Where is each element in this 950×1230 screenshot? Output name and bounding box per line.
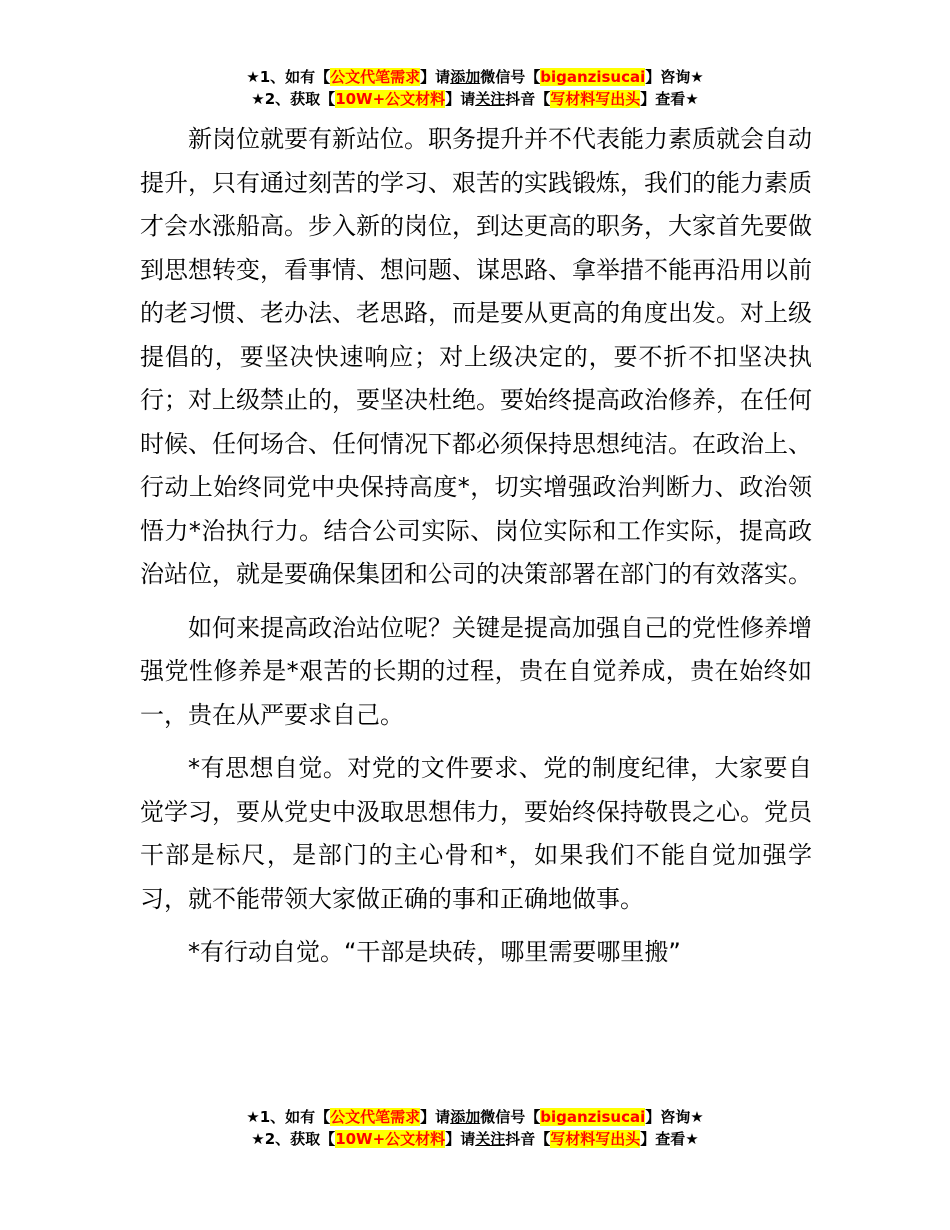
footer-banner xyxy=(0,1106,950,1150)
footer-line-2-highlight-materials: 10W+公文材料 xyxy=(335,1130,446,1148)
header-line-1-highlight-service: 公文代笔需求 xyxy=(330,68,421,86)
paragraph-action-consciousness: *有行动自觉。“干部是块砖，哪里需要哪里搬” xyxy=(188,938,681,966)
header-line-2-prefix: ★2、获取【 xyxy=(251,90,336,108)
header-line-1 xyxy=(0,66,950,88)
header-line-2-underlined: 关注 xyxy=(475,90,506,108)
paragraph-ideological-consciousness: *有思想自觉。对党的文件要求、党的制度纪律，大家要自觉学习，要从党史中汲取思想伟力，要始终保持敬畏之心。党员干部是标尺，是部门的主心骨和*，如果我们不能自觉加强学习，就不能带领大家做正确的事和正确地做事。 xyxy=(140,754,812,913)
footer-line-2-text-2: 抖音【 xyxy=(505,1130,551,1148)
paragraph-new-position: 新岗位就要有新站位。职务提升并不代表能力素质就会自动提升，只有通过刻苦的学习、艰苦的实践锻炼，我们的能力素质才会水涨船高。步入新的岗位，到达更高的职务，大家首先要做到思想转变，看事情、想问题、谋思路、拿举措不能再沿用以前的老习惯、老办法、老思路，而是要从更高的角度出发。对上级提倡的，要坚决快速响应；对上级决定的，要不折不扣坚决执行；对上级禁止的，要坚决杜绝。要始终提高政治修养，在任何时候、任何场合、任何情况下都必须保持思想纯洁。在政治上、行动上始终同党中央保持高度*，切实增强政治判断力、政治领悟力*治执行力。结合公司实际、岗位实际和工作实际，提高政治站位，就是要确保集团和公司的决策部署在部门的有效落实。 xyxy=(140,125,812,588)
header-line-1-prefix: ★1、如有【 xyxy=(246,68,331,86)
header-line-2-highlight-materials: 10W+公文材料 xyxy=(335,90,446,108)
header-line-1-text-2: 微信号【 xyxy=(480,68,541,86)
footer-line-2-underlined: 关注 xyxy=(475,1130,506,1148)
header-banner xyxy=(0,66,950,110)
footer-line-2 xyxy=(0,1128,950,1150)
footer-line-2-text: 】请 xyxy=(445,1130,476,1148)
header-line-1-text: 】请 xyxy=(420,68,451,86)
footer-line-1-text-2: 微信号【 xyxy=(480,1108,541,1126)
footer-line-1-suffix: 】咨询★ xyxy=(645,1108,704,1126)
footer-line-2-prefix: ★2、获取【 xyxy=(251,1130,336,1148)
footer-line-1-highlight-service: 公文代笔需求 xyxy=(330,1108,421,1126)
footer-line-1 xyxy=(0,1106,950,1128)
document-body xyxy=(140,118,812,985)
header-line-2 xyxy=(0,88,950,110)
header-line-1-suffix: 】咨询★ xyxy=(645,68,704,86)
footer-line-1-highlight-wechat: biganzisucai xyxy=(540,1108,646,1126)
footer-line-1-text: 】请 xyxy=(420,1108,451,1126)
footer-line-1-prefix: ★1、如有【 xyxy=(246,1108,331,1126)
footer-line-2-suffix: 】查看★ xyxy=(640,1130,699,1148)
header-line-2-text-2: 抖音【 xyxy=(505,90,551,108)
footer-line-2-highlight-douyin: 写材料写出头 xyxy=(550,1130,641,1148)
header-line-2-text: 】请 xyxy=(445,90,476,108)
paragraph-political-standing: 如何来提高政治站位呢？关键是提高加强自己的党性修养增强党性修养是*艰苦的长期的过程，贵在自觉养成，贵在始终如一，贵在从严要求自己。 xyxy=(140,613,812,729)
footer-line-1-underlined: 添加 xyxy=(450,1108,481,1126)
header-line-1-highlight-wechat: biganzisucai xyxy=(540,68,646,86)
header-line-1-underlined: 添加 xyxy=(450,68,481,86)
header-line-2-highlight-douyin: 写材料写出头 xyxy=(550,90,641,108)
header-line-2-suffix: 】查看★ xyxy=(640,90,699,108)
